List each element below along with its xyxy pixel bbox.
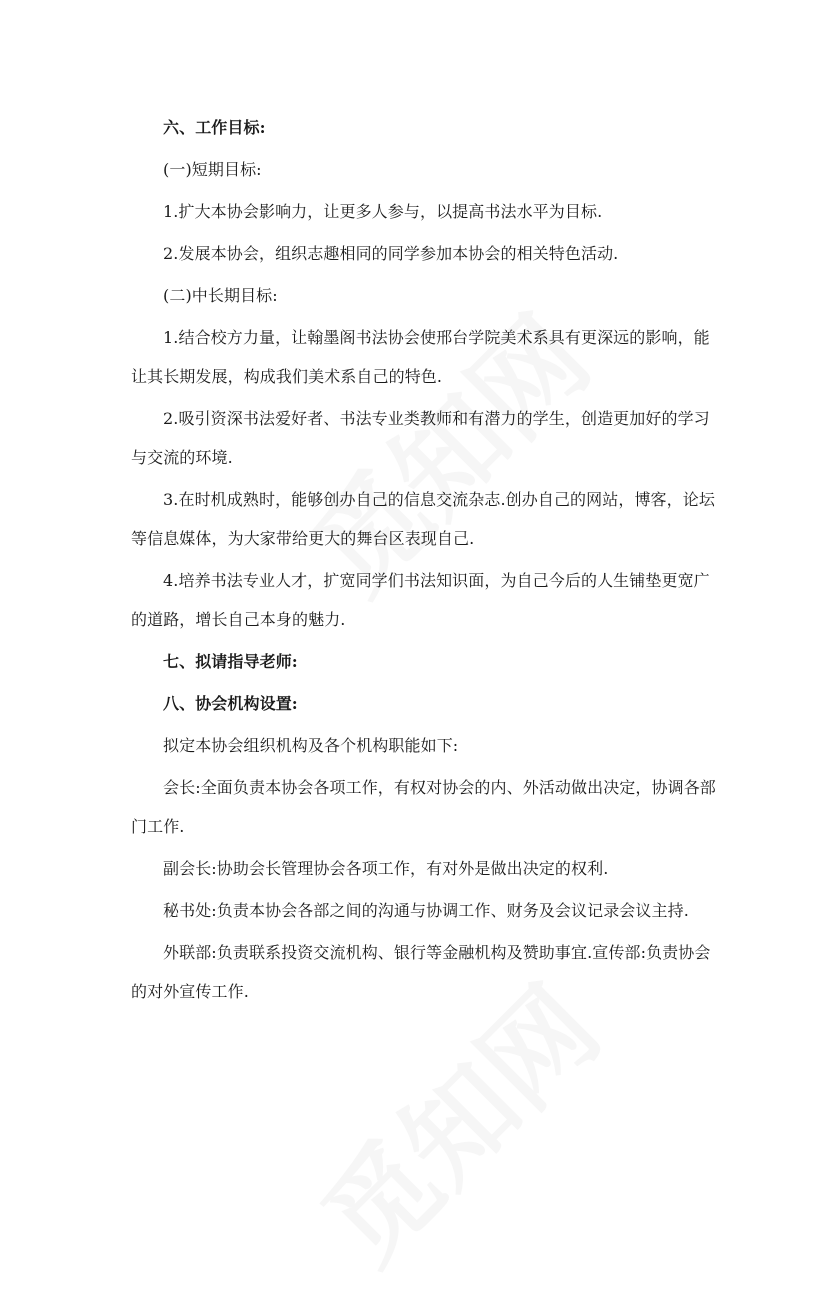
paragraph: 秘书处:负责本协会各部之间的沟通与协调工作、财务及会议记录会议主持. xyxy=(163,901,689,920)
subsection-heading: (二)中长期目标: xyxy=(163,286,278,305)
paragraph: 1.扩大本协会影响力，让更多人参与，以提高书法水平为目标. xyxy=(163,202,603,221)
subsection-heading: (一)短期目标: xyxy=(163,160,262,179)
document-body xyxy=(131,108,716,1014)
paragraph: 4.培养书法专业人才，扩宽同学们书法知识面，为自己今后的人生铺垫更宽广的道路，增长自己本身的魅力. xyxy=(131,571,710,629)
paragraph: 2.发展本协会，组织志趣相同的同学参加本协会的相关特色活动. xyxy=(163,244,619,263)
paragraph: 1.结合校方力量，让翰墨阁书法协会使邢台学院美术系具有更深远的影响，能让其长期发展，构成我们美术系自己的特色. xyxy=(131,328,710,386)
section-heading: 七、拟请指导老师: xyxy=(163,652,298,671)
paragraph: 会长:全面负责本协会各项工作，有权对协会的内、外活动做出决定，协调各部门工作. xyxy=(131,778,716,836)
paragraph: 2.吸引资深书法爱好者、书法专业类教师和有潜力的学生，创造更加好的学习与交流的环境. xyxy=(131,409,710,467)
paragraph: 副会长:协助会长管理协会各项工作，有对外是做出决定的权利. xyxy=(163,859,609,878)
section-heading: 八、协会机构设置: xyxy=(163,694,298,713)
paragraph: 3.在时机成熟时，能够创办自己的信息交流杂志.创办自己的网站，博客，论坛等信息媒体，为大家带给更大的舞台区表现自己. xyxy=(131,490,715,548)
section-heading: 六、工作目标: xyxy=(163,118,266,137)
paragraph: 拟定本协会组织机构及各个机构职能如下: xyxy=(163,736,459,755)
paragraph: 外联部:负责联系投资交流机构、银行等金融机构及赞助事宜.宣传部:负责协会的对外宣传工作. xyxy=(131,943,711,1001)
